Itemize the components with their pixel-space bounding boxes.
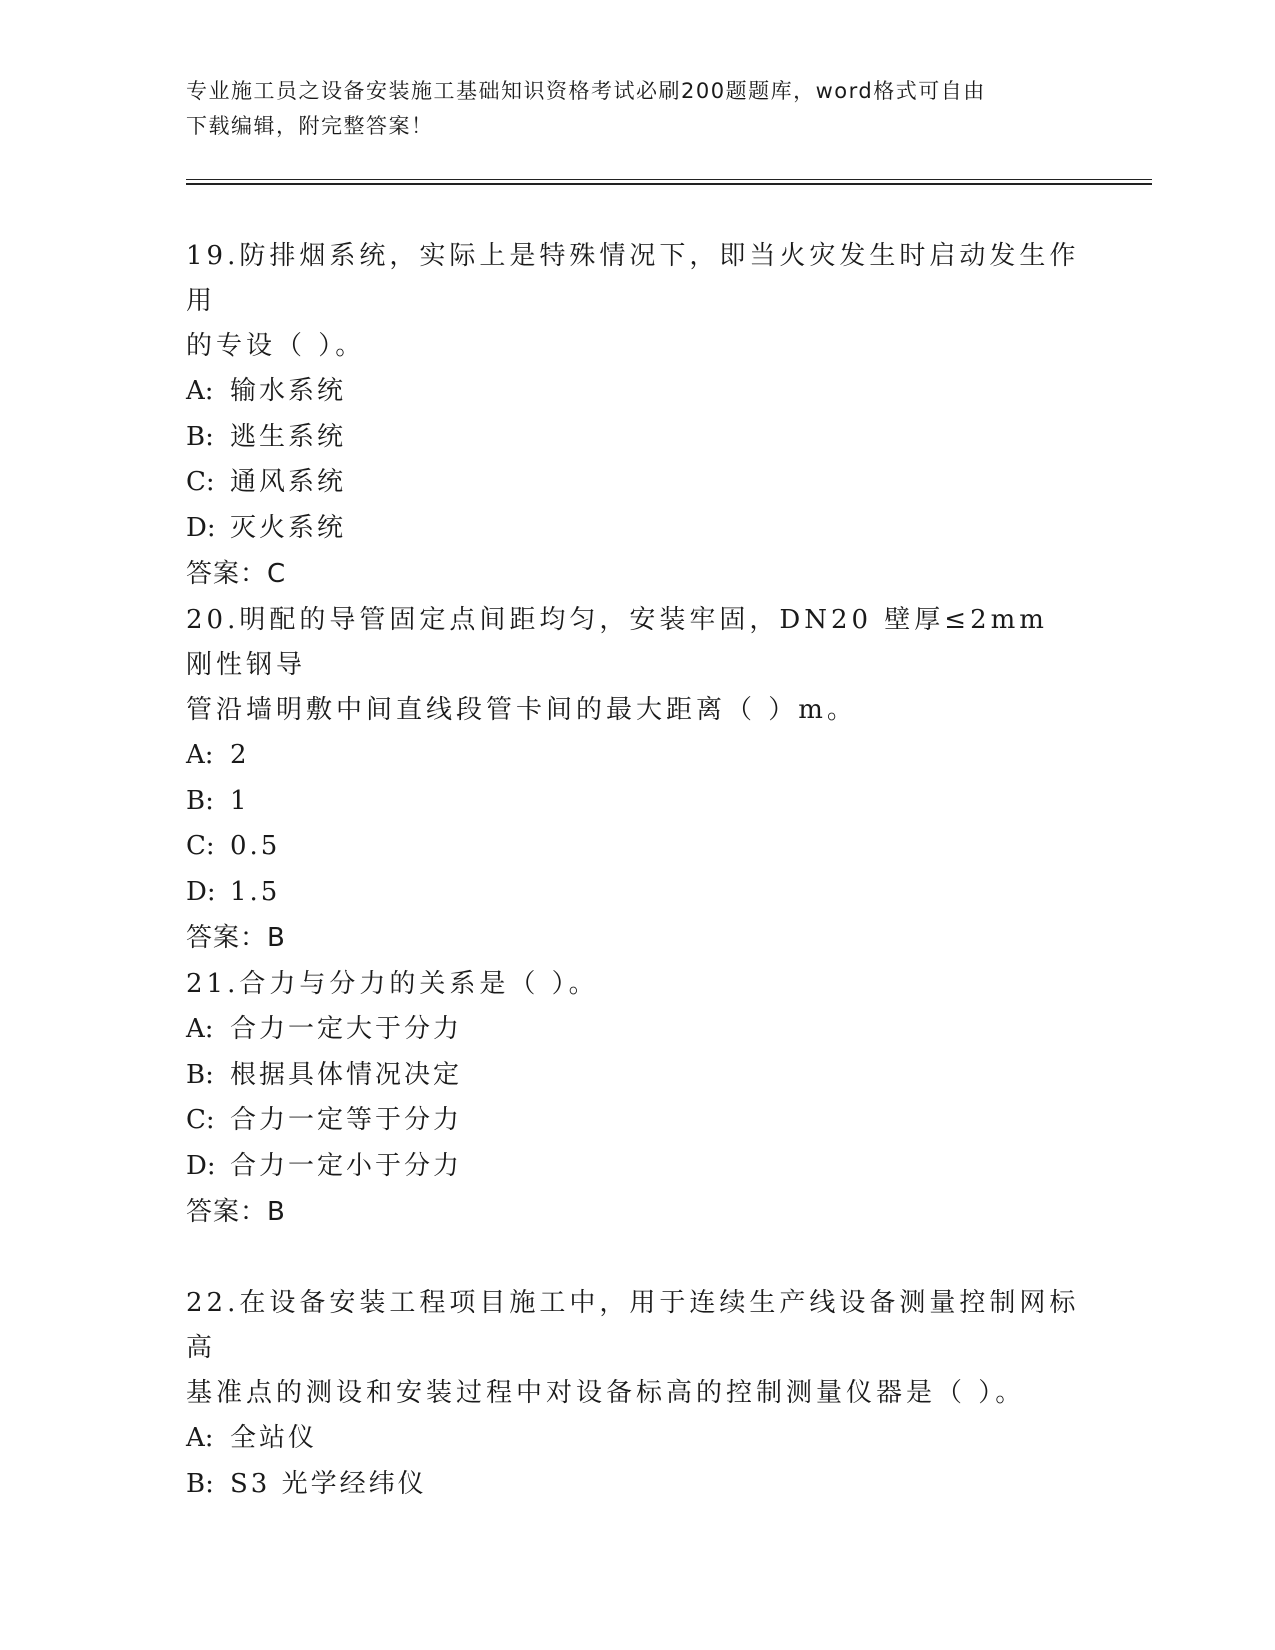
option-key: A: bbox=[186, 1423, 214, 1453]
stem-line: 22.在设备安装工程项目施工中，用于连续生产线设备测量控制网标高 bbox=[186, 1288, 1080, 1363]
stem-line: 20.明配的导管固定点间距均匀，安装牢固，DN20 壁厚≤2mm 刚性钢导 bbox=[186, 605, 1048, 680]
stem-line: 基准点的测设和安装过程中对设备标高的控制测量仪器是（ ）。 bbox=[186, 1378, 1026, 1408]
header-divider-thin bbox=[186, 179, 1152, 180]
option-text: 通风系统 bbox=[230, 467, 347, 497]
option-key: B: bbox=[186, 1059, 214, 1090]
option-c bbox=[186, 824, 1086, 870]
option-text: 根据具体情况决定 bbox=[230, 1059, 463, 1090]
question-stem bbox=[186, 1281, 1086, 1416]
question-21 bbox=[186, 962, 1086, 1235]
header-line-1: 专业施工员之设备安装施工基础知识资格考试必刷200题题库，word格式可自由 bbox=[186, 79, 986, 103]
answer: 答案：C bbox=[186, 559, 287, 589]
option-key: B: bbox=[186, 785, 214, 816]
question-stem bbox=[186, 962, 1086, 1007]
option-text: 全站仪 bbox=[230, 1423, 318, 1453]
option-text: 合力一定大于分力 bbox=[230, 1014, 463, 1044]
option-text: 灭火系统 bbox=[230, 512, 347, 543]
option-b bbox=[186, 1053, 1086, 1099]
option-key: C: bbox=[186, 831, 215, 861]
option-key: C: bbox=[186, 467, 215, 497]
option-key: D: bbox=[186, 876, 216, 907]
option-text: 2 bbox=[230, 740, 250, 770]
option-key: B: bbox=[186, 1468, 214, 1499]
document-header bbox=[186, 74, 1086, 144]
option-a bbox=[186, 369, 1086, 415]
option-key: B: bbox=[186, 421, 214, 452]
header-divider-thick bbox=[186, 183, 1152, 185]
option-text: 0.5 bbox=[230, 831, 281, 861]
option-key: A: bbox=[186, 740, 214, 770]
answer: 答案：B bbox=[186, 923, 286, 953]
option-b bbox=[186, 1462, 1086, 1508]
option-text: 1.5 bbox=[230, 876, 281, 907]
stem-line: 管沿墙明敷中间直线段管卡间的最大距离（ ）m。 bbox=[186, 695, 857, 725]
option-d bbox=[186, 506, 1086, 552]
option-text: 逃生系统 bbox=[230, 421, 347, 452]
option-a bbox=[186, 733, 1086, 779]
option-a bbox=[186, 1416, 1086, 1462]
option-key: C: bbox=[186, 1105, 215, 1135]
option-c bbox=[186, 1098, 1086, 1144]
question-19 bbox=[186, 234, 1086, 597]
option-text: 合力一定小于分力 bbox=[230, 1150, 463, 1181]
option-a bbox=[186, 1007, 1086, 1053]
option-text: 输水系统 bbox=[230, 376, 347, 406]
question-20 bbox=[186, 598, 1086, 961]
option-c bbox=[186, 460, 1086, 506]
option-key: A: bbox=[186, 376, 214, 406]
header-line-2: 下载编辑，附完整答案！ bbox=[186, 114, 434, 138]
option-key: D: bbox=[186, 1150, 216, 1181]
option-d bbox=[186, 870, 1086, 916]
option-d bbox=[186, 1144, 1086, 1190]
stem-line: 21.合力与分力的关系是（ ）。 bbox=[186, 969, 599, 999]
stem-line: 的专设（ ）。 bbox=[186, 331, 366, 361]
answer: 答案：B bbox=[186, 1197, 286, 1227]
option-key: A: bbox=[186, 1014, 214, 1044]
option-key: D: bbox=[186, 512, 216, 543]
option-text: S3 光学经纬仪 bbox=[230, 1468, 427, 1499]
option-b bbox=[186, 415, 1086, 461]
question-stem bbox=[186, 234, 1086, 369]
question-22 bbox=[186, 1281, 1086, 1507]
option-text: 1 bbox=[230, 785, 250, 816]
stem-line: 19.防排烟系统，实际上是特殊情况下，即当火灾发生时启动发生作用 bbox=[186, 241, 1080, 316]
option-text: 合力一定等于分力 bbox=[230, 1105, 463, 1135]
option-b bbox=[186, 779, 1086, 825]
question-stem bbox=[186, 598, 1086, 733]
